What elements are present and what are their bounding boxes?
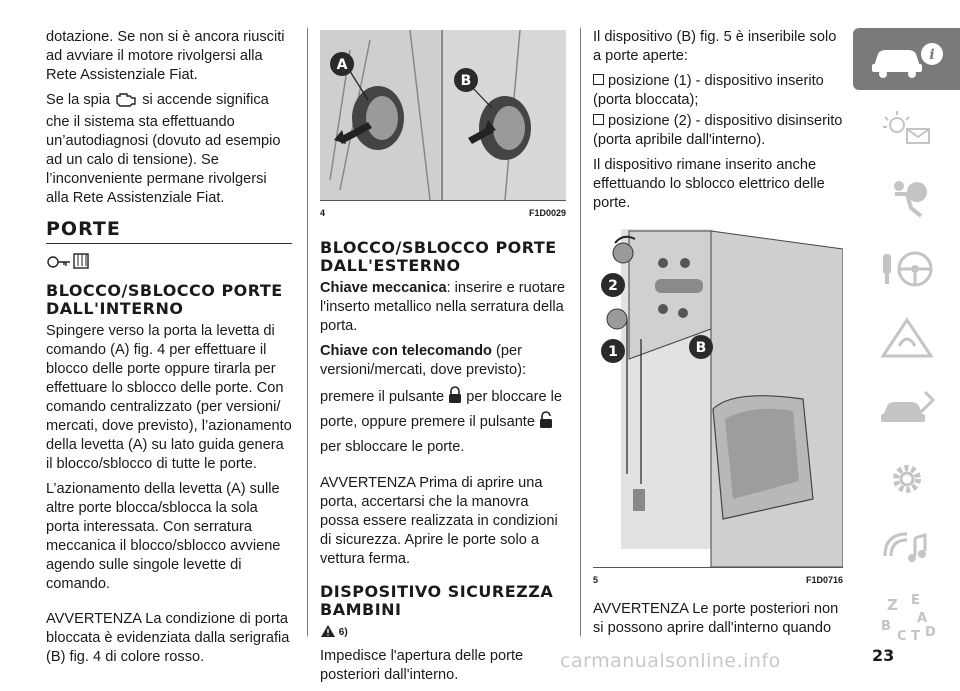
door-lock-illustration [320,30,566,200]
warning-lights-icon [877,109,937,149]
lock-button-icon [448,386,462,411]
figure-number: 4 [320,208,326,218]
car-service-icon [877,386,937,432]
watermark: carmanualsonline.info [560,650,781,672]
tab-knowing-vehicle[interactable] [853,28,960,90]
figure-label-b: B [695,340,707,356]
text: Se la spia [46,92,111,108]
svg-text:C: C [896,629,907,644]
emergency-triangle-icon [877,316,937,362]
tab-technical-data[interactable] [853,448,960,510]
figure-number: 5 [593,575,599,585]
paragraph [320,342,566,380]
tab-dashboard[interactable] [853,98,960,160]
tab-index[interactable] [853,586,960,648]
svg-text:D: D [924,625,936,640]
unlock-button-icon [539,411,553,436]
paragraph: Il dispositivo rimane inserito anche effettuando lo sblocco elettrico delle porte. [593,157,825,211]
alphabet-index-icon [877,590,937,644]
paragraph [320,279,566,336]
svg-text:Z: Z [886,596,898,614]
svg-text:E: E [910,593,920,608]
column-middle [320,30,566,691]
bullet-item [593,112,843,150]
text: premere il pulsante [320,389,445,405]
text: si accende significa che il sistema sta effettuando un’autodiagnosi (dovuto ad esempio ad un calo di tensione). Se l’inconveniente permane rivolgersi alla Rete Assistenziale Fiat. [46,92,281,206]
steering-wheel-icon [877,246,937,292]
svg-text:A: A [916,611,927,626]
text: : inserire e ruotare l'inserto metallico nella serratura della porta. [320,280,565,334]
warning-reference [320,623,566,645]
text: posizione (2) - dispositivo disinserito (porta apribile dall'interno). [593,113,843,148]
gear-icon [877,456,937,502]
text: porte, oppure premere il pulsante [320,414,535,430]
warning-paragraph: AVVERTENZA Le porte posteriori non si possono aprire dall'interno quando [593,601,839,636]
reference-number: 6) [338,627,348,638]
text: (per versioni/mercati, dove previsto): [320,343,527,378]
paragraph: dotazione. Se non si è ancora riusciti ad avviare il motore rivolgersi alla Rete Assistenziale Fiat. [46,29,285,83]
svg-text:T: T [910,629,920,644]
child-lock-illustration [593,219,843,567]
bold-term: Chiave meccanica [320,280,447,296]
column-divider [580,28,581,636]
paragraph: L’azionamento della levetta (A) sulle altre porte blocca/sblocca la sola porta interessata. Con serratura meccanica il blocco/sblocco avviene agendo sulle singole levette di comando. [46,481,281,592]
figure-caption [593,571,843,590]
text: per sbloccare le porte. [320,439,465,455]
engine-warning-icon [114,91,138,113]
lock-icon [46,250,292,276]
bold-term: Chiave con telecomando [320,343,492,359]
paragraph [320,386,566,458]
tab-starting-driving[interactable] [853,238,960,300]
figure-5 [593,219,843,568]
warning-paragraph: AVVERTENZA La condizione di porta bloccata è evidenziata dalla serigrafia (B) fig. 4 di colore rosso. [46,611,290,665]
tab-multimedia[interactable] [853,518,960,580]
paragraph [46,91,292,208]
paragraph: Il dispositivo (B) fig. 5 è inseribile solo a porte aperte: [593,29,837,64]
figure-code: F1D0029 [528,208,566,218]
section-title: PORTE [46,220,292,244]
tab-emergency[interactable] [853,308,960,370]
bullet-square-icon [593,74,604,85]
tab-safety[interactable] [853,168,960,230]
svg-text:i: i [928,47,935,63]
warning-triangle-icon [320,624,336,645]
subsection-title: BLOCCO/SBLOCCO PORTE DALL'ESTERNO [320,238,557,275]
subsection-title: BLOCCO/SBLOCCO PORTE DALL'INTERNO [46,281,283,318]
figure-code: F1D0716 [805,575,843,585]
figure-label-a: A [336,57,348,73]
bullet-item [593,72,843,110]
car-info-icon [868,38,946,80]
text: per bloccare le [466,389,562,405]
svg-text:B: B [880,619,891,634]
warning-paragraph: AVVERTENZA Prima di aprire una porta, accertarsi che la manovra possa essere realizzata in condizioni di sicurezza. Aprire le porte solo a vettura ferma. [320,475,558,567]
figure-label-2: 2 [608,278,618,294]
figure-caption [320,204,566,223]
figure-label-b: B [460,73,472,89]
subsection-title: DISPOSITIVO SICUREZZA BAMBINI [320,582,554,619]
paragraph: Impedisce l'apertura delle porte posteriori dall'interno. [320,648,524,683]
column-divider [307,28,308,636]
chapter-sidebar [853,28,960,648]
bullet-square-icon [593,114,604,125]
multimedia-icon [877,526,937,572]
column-right [593,28,843,644]
figure-4 [320,30,566,201]
page-number: 23 [872,646,895,665]
paragraph: Spingere verso la porta la levetta di comando (A) fig. 4 per effettuare il blocco delle porte oppure tirarla per effettuare lo sblocco delle porte. Con comando centralizzato (per versioni/ mercati, dove previsto), l’azionamento della levetta (A) su lato guida genera il blocco/sblocco di tutte le porte. [46,323,292,472]
column-left [46,28,292,673]
text: posizione (1) - dispositivo inserito (porta bloccata); [593,73,824,108]
tab-maintenance[interactable] [853,378,960,440]
figure-label-1: 1 [608,344,618,360]
airbag-icon [877,176,937,222]
